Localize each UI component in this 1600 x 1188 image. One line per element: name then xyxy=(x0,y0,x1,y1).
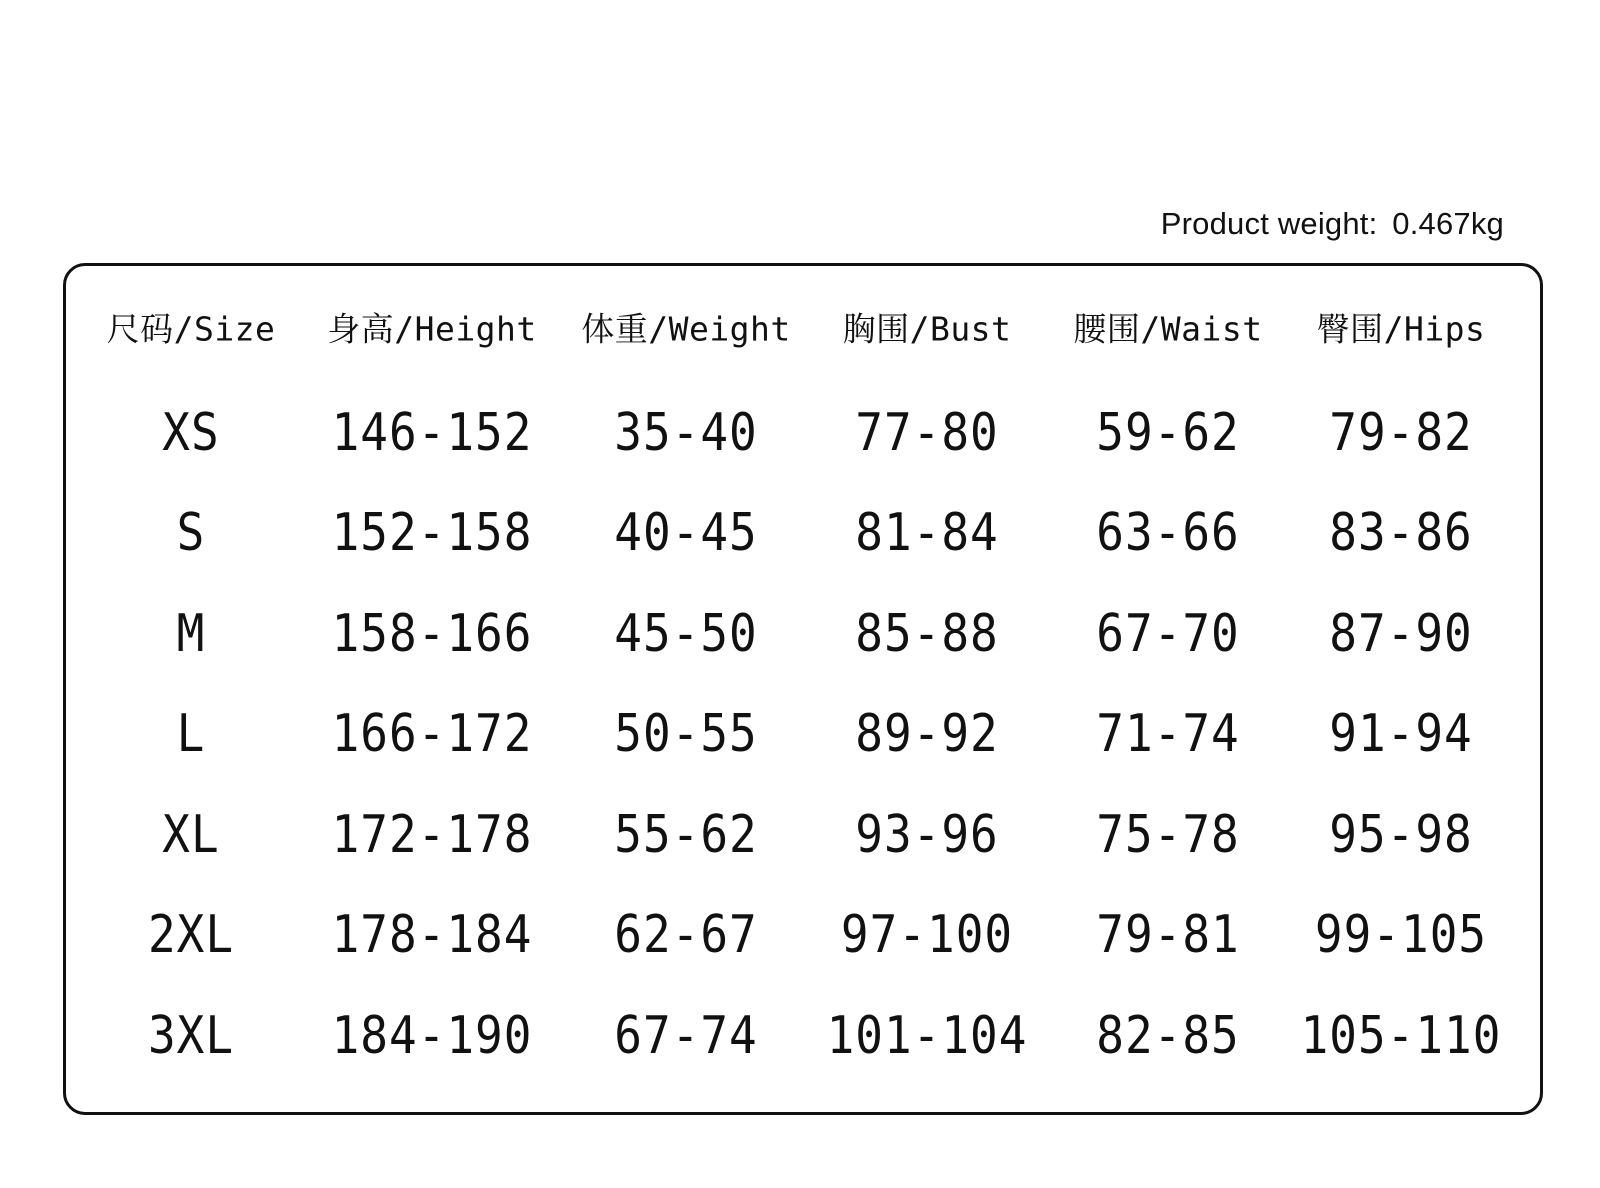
size-chart-table xyxy=(63,263,1543,1115)
table-cell-hips: 99-105 xyxy=(1314,903,1488,965)
table-cell-height: 146-152 xyxy=(331,401,533,463)
product-weight-separator: : xyxy=(1368,206,1378,241)
table-cell-height: 172-178 xyxy=(331,803,533,865)
table-cell-size: 2XL xyxy=(147,903,235,965)
table-cell-size: M xyxy=(176,602,206,664)
table-cell-height: 166-172 xyxy=(331,702,533,764)
table-cell-waist: 63-66 xyxy=(1096,501,1240,563)
table-cell-hips: 91-94 xyxy=(1329,702,1473,764)
column-header-hips: 臀围/Hips xyxy=(1316,309,1486,349)
table-cell-weight: 55-62 xyxy=(614,803,758,865)
table-cell-bust: 89-92 xyxy=(855,702,999,764)
table-cell-weight: 40-45 xyxy=(614,501,758,563)
table-cell-height: 158-166 xyxy=(331,602,533,664)
table-cell-bust: 93-96 xyxy=(855,803,999,865)
table-cell-size: L xyxy=(176,702,206,764)
table-cell-height: 152-158 xyxy=(331,501,533,563)
table-cell-size: 3XL xyxy=(147,1004,235,1066)
table-cell-size: XS xyxy=(162,401,220,463)
product-weight-label: Product weight xyxy=(1160,206,1369,241)
product-weight xyxy=(1161,206,1504,242)
table-cell-waist: 79-81 xyxy=(1096,903,1240,965)
column-header-height: 身高/Height xyxy=(327,309,537,349)
table-cell-weight: 45-50 xyxy=(614,602,758,664)
table-cell-bust: 77-80 xyxy=(855,401,999,463)
table-cell-height: 184-190 xyxy=(331,1004,533,1066)
table-cell-bust: 85-88 xyxy=(855,602,999,664)
column-header-weight: 体重/Weight xyxy=(581,309,791,349)
table-cell-waist: 75-78 xyxy=(1096,803,1240,865)
table-cell-waist: 67-70 xyxy=(1096,602,1240,664)
table-cell-hips: 105-110 xyxy=(1300,1004,1502,1066)
table-cell-waist: 71-74 xyxy=(1096,702,1240,764)
table-cell-hips: 83-86 xyxy=(1329,501,1473,563)
table-cell-hips: 87-90 xyxy=(1329,602,1473,664)
table-cell-bust: 97-100 xyxy=(840,903,1014,965)
table-cell-waist: 82-85 xyxy=(1096,1004,1240,1066)
table-cell-size: XL xyxy=(162,803,220,865)
table-cell-hips: 79-82 xyxy=(1329,401,1473,463)
table-cell-bust: 81-84 xyxy=(855,501,999,563)
column-header-size: 尺码/Size xyxy=(106,309,276,349)
table-cell-height: 178-184 xyxy=(331,903,533,965)
column-header-waist: 腰围/Waist xyxy=(1073,309,1263,349)
table-cell-size: S xyxy=(176,501,206,563)
table-cell-bust: 101-104 xyxy=(826,1004,1028,1066)
table-cell-weight: 62-67 xyxy=(614,903,758,965)
column-header-bust: 胸围/Bust xyxy=(842,309,1012,349)
table-cell-weight: 35-40 xyxy=(614,401,758,463)
table-cell-waist: 59-62 xyxy=(1096,401,1240,463)
table-cell-weight: 50-55 xyxy=(614,702,758,764)
table-cell-weight: 67-74 xyxy=(614,1004,758,1066)
product-weight-value: 0.467kg xyxy=(1392,206,1504,241)
table-cell-hips: 95-98 xyxy=(1329,803,1473,865)
